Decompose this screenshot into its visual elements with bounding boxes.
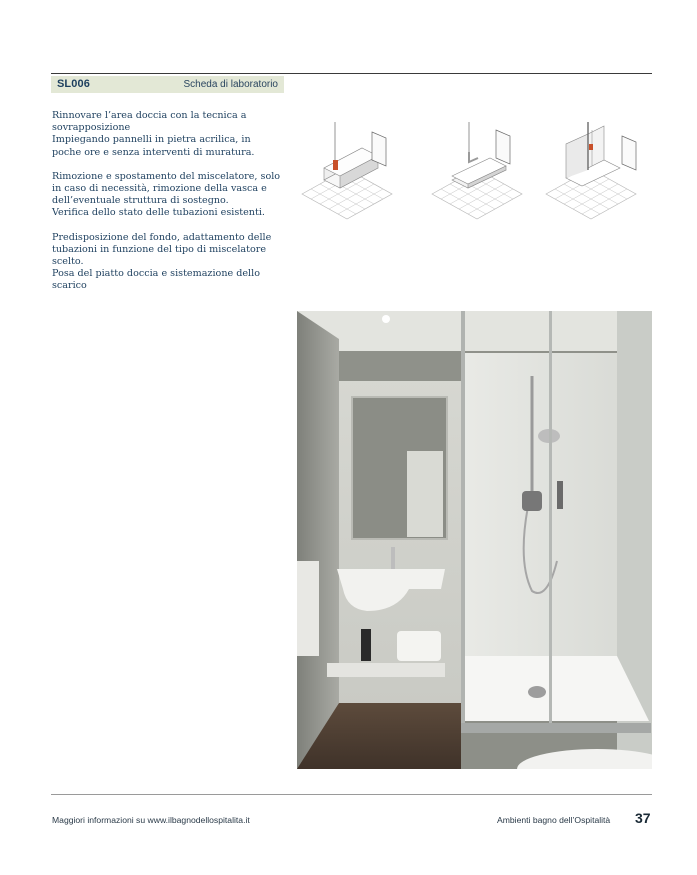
sheet-code: SL006 <box>57 78 90 90</box>
text-line: Posa del piatto doccia e sistemazione dello <box>52 268 260 280</box>
paragraph-2 <box>52 171 292 220</box>
text-line: tubazioni in funzione del tipo di miscelatore <box>52 243 267 255</box>
page-number: 37 <box>635 810 651 826</box>
text-line: Predisposizione del fondo, adattamento delle <box>52 231 272 243</box>
text-line: sovrapposizione <box>52 122 131 134</box>
step-1-diagram <box>302 122 392 219</box>
text-line: Impiegando pannelli in pietra acrilica, in <box>52 134 251 146</box>
body-text <box>52 110 292 305</box>
paragraph-1 <box>52 110 292 159</box>
bottom-rule <box>51 794 652 795</box>
text-line: Verifica dello stato delle tubazioni esistenti. <box>52 207 265 219</box>
paragraph-3 <box>52 232 292 293</box>
sheet-label: Scheda di laboratorio <box>183 79 278 90</box>
text-line: scarico <box>52 280 87 292</box>
sheet-header-bar <box>51 76 284 93</box>
installation-steps-diagram <box>298 122 652 234</box>
footer-info-link[interactable]: Maggiori informazioni su www.ilbagnodellospitalita.it <box>52 815 250 825</box>
footer-section-title: Ambienti bagno dell’Ospitalità <box>497 815 611 825</box>
text-line: Rimozione e spostamento del miscelatore, solo <box>52 170 281 182</box>
step-3-diagram <box>546 122 636 219</box>
bathroom-photo <box>297 311 652 769</box>
step-2-diagram <box>432 122 522 219</box>
text-line: in caso di necessità, rimozione della vasca e <box>52 183 267 195</box>
text-line: scelto. <box>52 256 84 268</box>
text-line: Rinnovare l’area doccia con la tecnica a <box>52 110 247 121</box>
text-line: dell’eventuale struttura di sostegno. <box>52 195 229 207</box>
bathroom-illustration <box>297 311 652 769</box>
top-rule <box>51 73 652 74</box>
text-line: poche ore e senza interventi di muratura. <box>52 146 255 158</box>
